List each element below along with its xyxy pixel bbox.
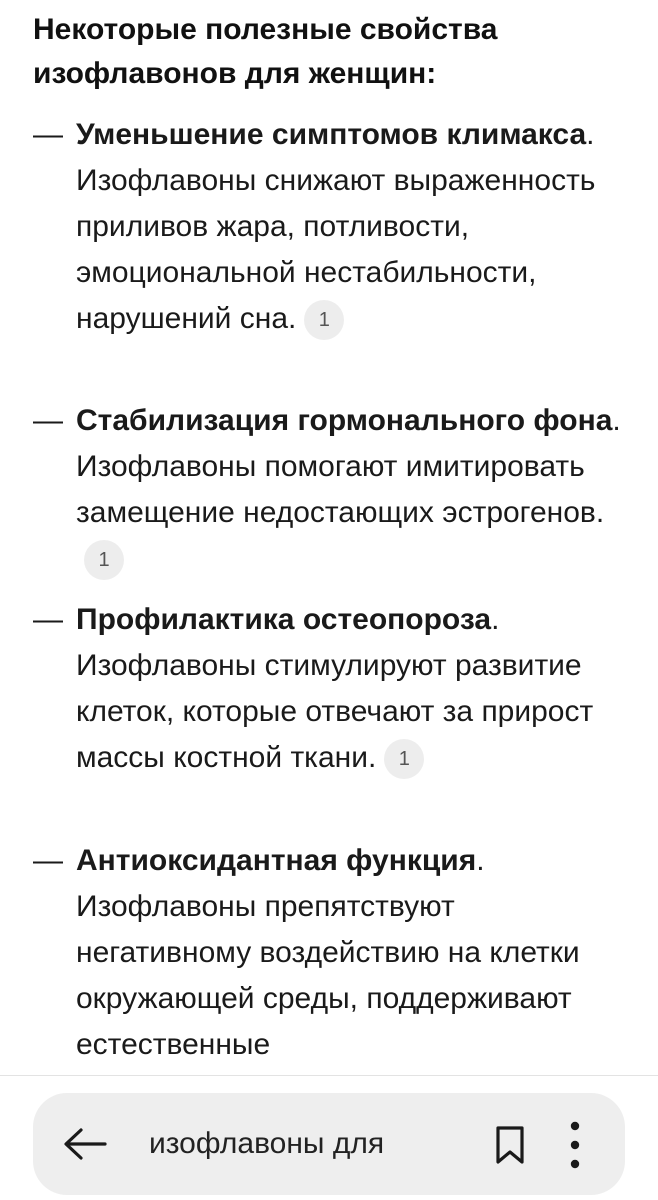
citation-badge[interactable]: 1 xyxy=(304,300,344,340)
list-dash: — xyxy=(33,118,63,151)
list-item-term: Профилактика остеопороза xyxy=(76,603,492,636)
list-item-description: . Изофлавоны препятствуют негативному воздействию на клетки окружающей среды, поддерживают естественные xyxy=(76,844,580,1061)
more-options-button[interactable] xyxy=(563,1119,587,1171)
citation-badge[interactable]: 1 xyxy=(384,739,424,779)
list-item-description: . Изофлавоны снижают выраженность приливов жара, потливости, эмоциональной нестабильности, нарушений сна. xyxy=(76,118,596,335)
bottom-search-bar xyxy=(33,1093,625,1195)
list-item-term: Антиоксидантная функция xyxy=(76,844,477,877)
list-item-text xyxy=(76,398,636,582)
list-item-description: . Изофлавоны стимулируют развитие клеток, которые отвечают за прирост массы костной ткани. xyxy=(76,603,594,774)
bookmark-button[interactable] xyxy=(493,1124,527,1166)
list-dash: — xyxy=(33,603,63,636)
list-item-term: Стабилизация гормонального фона xyxy=(76,404,613,437)
list-dash: — xyxy=(33,404,63,437)
more-vertical-icon xyxy=(563,1119,587,1171)
article-heading: Некоторые полезные свойства изофлавонов для женщин: xyxy=(33,13,498,90)
list-item-text xyxy=(76,597,636,781)
list-item-text xyxy=(76,838,636,1068)
list-item-term: Уменьшение симптомов климакса xyxy=(76,118,587,151)
arrow-left-icon xyxy=(61,1124,109,1164)
list-dash: — xyxy=(33,844,63,877)
bottom-divider xyxy=(0,1075,658,1076)
citation-badge[interactable]: 1 xyxy=(84,540,124,580)
bookmark-icon xyxy=(493,1124,527,1166)
list-item-description: . Изофлавоны помогают имитировать замещение недостающих эстрогенов. xyxy=(76,404,621,529)
search-query[interactable]: изофлавоны для xyxy=(149,1127,385,1160)
back-button[interactable] xyxy=(61,1124,109,1164)
list-item-text xyxy=(76,112,636,342)
